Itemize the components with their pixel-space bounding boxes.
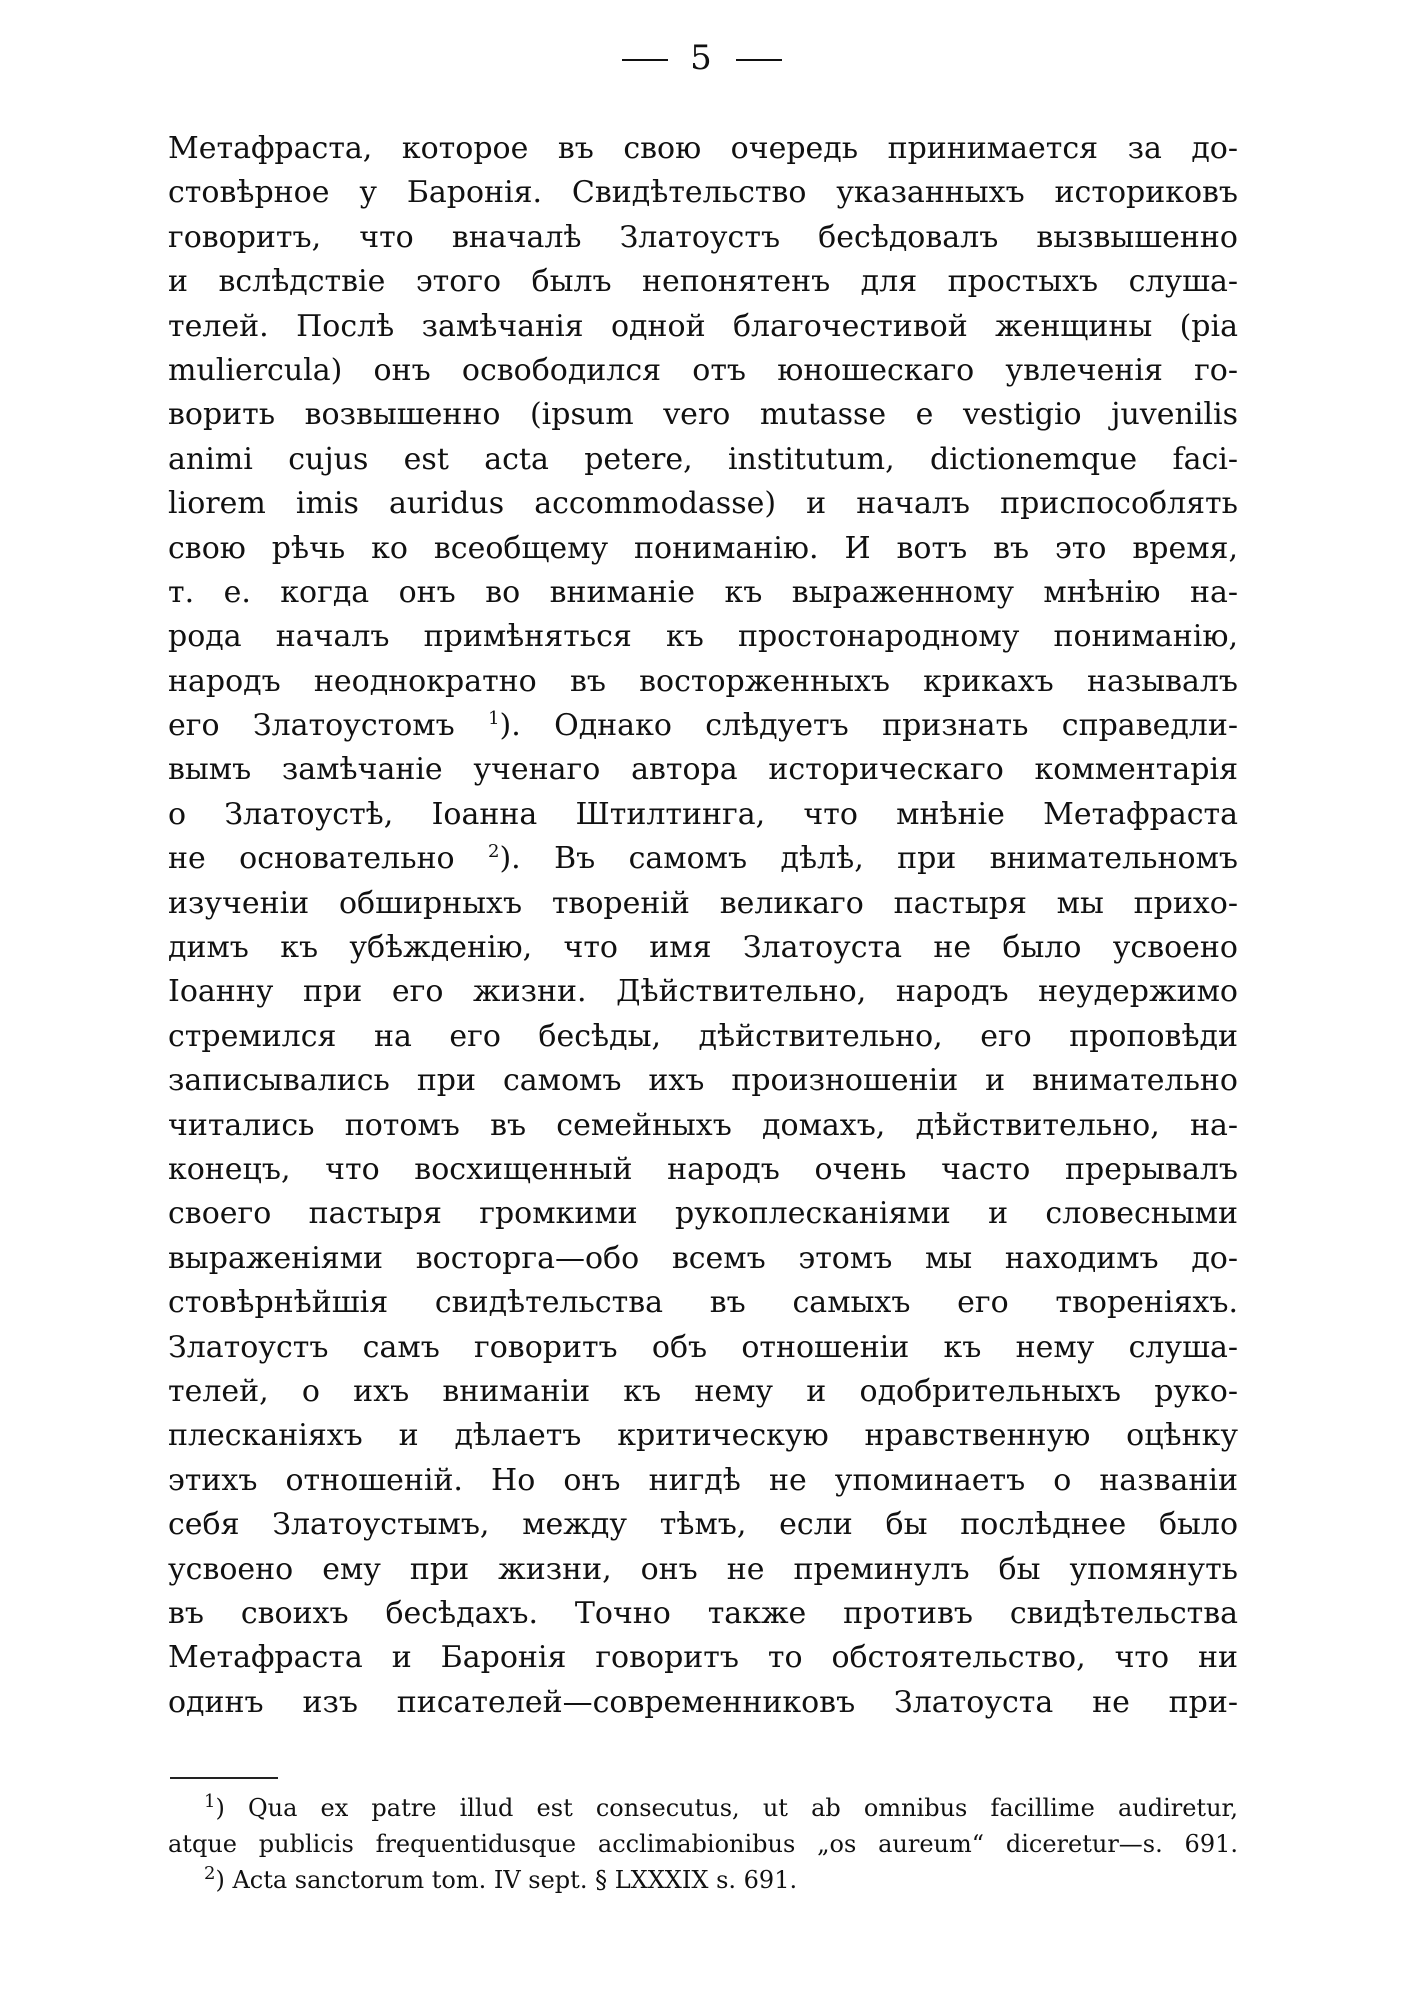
body-line: въ своихъ бесѣдахъ. Точно также противъ свидѣтельства	[168, 1595, 1238, 1631]
footnote-mark-1: 1	[204, 1791, 216, 1812]
body-line-with-footnote-2	[168, 837, 1238, 881]
body-line: Метафраста и Баронія говоритъ то обстоятельство, что ни	[168, 1640, 1238, 1676]
body-line: стовѣрное у Баронія. Свидѣтельство указанныхъ историковъ	[168, 175, 1238, 211]
body-line: и вслѣдствіе этого былъ непонятенъ для простыхъ слуша-	[168, 264, 1238, 300]
body-line: телей, о ихъ вниманіи къ нему и одобрительныхъ руко-	[168, 1373, 1238, 1409]
body-line: вымъ замѣчаніе ученаго автора историческаго комментарія	[168, 752, 1238, 788]
body-line: телей. Послѣ замѣчанія одной благочестивой женщины (pia	[168, 308, 1238, 344]
body-line: Метафраста, которое въ свою очередь принимается за до-	[168, 131, 1238, 166]
body-line: т. е. когда онъ во вниманіе къ выраженному мнѣнію на-	[168, 574, 1238, 610]
body-line-text-after: ). Однако слѣдуетъ признать справедли-	[499, 708, 1238, 744]
body-line: рода началъ примѣняться къ простонародному пониманію,	[168, 619, 1238, 655]
footnote-mark-2: 2	[204, 1863, 216, 1884]
body-line: народъ неоднократно въ восторженныхъ крикахъ называлъ	[168, 663, 1238, 699]
body-line: одинъ изъ писателей—современниковъ Златоуста не при-	[168, 1684, 1238, 1720]
body-line: плесканіяхъ и дѣлаетъ критическую нравственную оцѣнку	[168, 1418, 1238, 1454]
body-line: димъ къ убѣжденію, что имя Златоуста не было усвоено	[168, 930, 1238, 966]
footnote-1-line-1	[168, 1790, 1238, 1826]
body-line-text-after: ). Въ самомъ дѣлѣ, при внимательномъ	[499, 841, 1238, 877]
body-line: читались потомъ въ семейныхъ домахъ, дѣйствительно, на-	[168, 1107, 1238, 1143]
body-line: записывались при самомъ ихъ произношеніи и внимательно	[168, 1063, 1238, 1099]
body-line: о Златоустѣ, Іоанна Штилтинга, что мнѣніе Метафраста	[168, 796, 1238, 832]
body-line: animi cujus est acta petere, institutum, dictionemque faci-	[168, 441, 1238, 477]
body-line: конецъ, что восхищенный народъ очень часто прерывалъ	[168, 1151, 1238, 1187]
body-line: усвоено ему при жизни, онъ не преминулъ бы упомянуть	[168, 1551, 1238, 1587]
body-line: Златоустъ самъ говоритъ объ отношеніи къ нему слуша-	[168, 1329, 1238, 1365]
footnote-2-line-1	[168, 1862, 1238, 1898]
body-line: muliercula) онъ освободился отъ юношескаго увлеченія го-	[168, 352, 1238, 388]
body-line-text: не основательно	[168, 841, 455, 877]
body-line: Іоанну при его жизни. Дѣйствительно, народъ неудержимо	[168, 974, 1238, 1010]
body-line: стремился на его бесѣды, дѣйствительно, его проповѣди	[168, 1018, 1238, 1054]
footnote-2-text: ) Acta sanctorum tom. IV sept. § LXXXIX s. 691.	[215, 1866, 798, 1894]
body-line: изученіи обширныхъ твореній великаго пастыря мы прихо-	[168, 885, 1238, 921]
footnote-ref-1: 1	[488, 708, 500, 730]
footnote-separator	[170, 1777, 278, 1779]
body-line: стовѣрнѣйшія свидѣтельства въ самыхъ его твореніяхъ.	[168, 1285, 1238, 1321]
body-line: этихъ отношеній. Но онъ нигдѣ не упоминаетъ о названіи	[168, 1462, 1238, 1498]
body-line: ворить возвышенно (ipsum vero mutasse e vestigio juvenilis	[168, 397, 1238, 433]
body-line: говоритъ, что вначалѣ Златоустъ бесѣдовалъ вызвышенно	[168, 219, 1238, 255]
body-line: выраженіями восторга—обо всемъ этомъ мы находимъ до-	[168, 1240, 1238, 1276]
page-number	[0, 38, 1404, 78]
footnote-1-line-2: atque publicis frequentidusque acclimabionibus „os aureum“ diceretur—s. 691.	[168, 1830, 1238, 1858]
footnotes	[168, 1790, 1238, 1898]
body-line: себя Златоустымъ, между тѣмъ, если бы послѣднее было	[168, 1507, 1238, 1543]
body-line-with-footnote-1	[168, 704, 1238, 748]
page-number-dash-right	[736, 59, 782, 61]
body-line: liorem imis auridus accommodasse) и началъ приспособлять	[168, 486, 1238, 522]
footnote-ref-2: 2	[488, 841, 500, 863]
page-number-dash-left	[622, 59, 668, 61]
page-number-value: 5	[690, 38, 714, 78]
body-line: свою рѣчь ко всеобщему пониманію. И вотъ въ это время,	[168, 530, 1238, 566]
footnote-1-text: ) Qua ex patre illud est consecutus, ut ab omnibus facillime audiretur,	[215, 1794, 1238, 1822]
body-text	[168, 127, 1238, 1725]
body-line-text: его Златоустомъ	[168, 708, 455, 744]
body-line: своего пастыря громкими рукоплесканіями и словесными	[168, 1196, 1238, 1232]
